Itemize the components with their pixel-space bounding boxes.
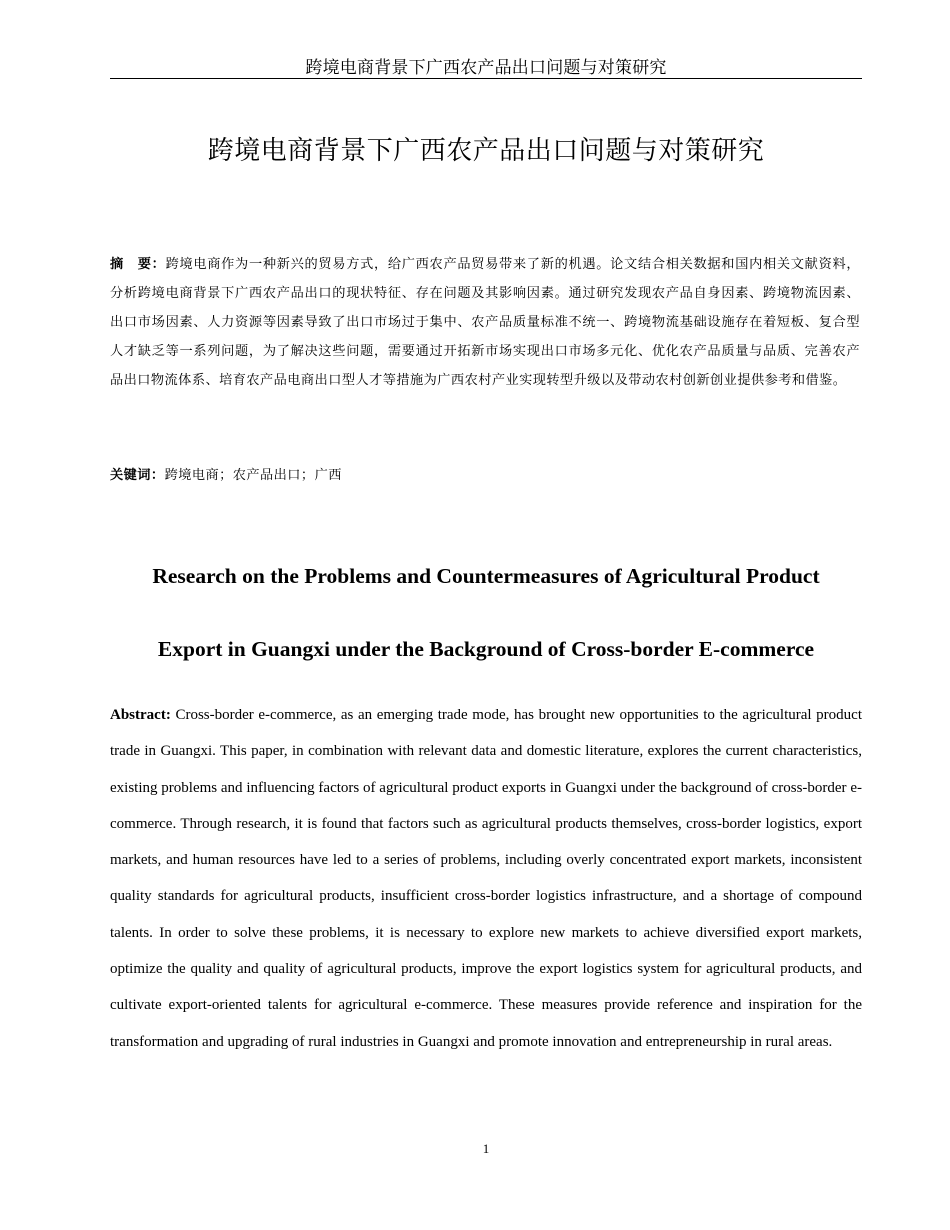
- running-header: 跨境电商背景下广西农产品出口问题与对策研究: [305, 58, 667, 78]
- chinese-abstract-text: 跨境电商作为一种新兴的贸易方式，给广西农产品贸易带来了新的机遇。论文结合相关数据和国内相关文献资料，分析跨境电商背景下广西农产品出口的现状特征、存在问题及其影响因素。通过研究发现农产品自身因素、跨境物流因素、出口市场因素、人力资源等因素导致了出口市场过于集中、农产品质量标准不统一、跨境物流基础设施存在着短板、复合型人才缺乏等一系列问题，为了解决这些问题，需要通过开拓新市场实现出口市场多元化、优化农产品质量与品质、完善农产品出口物流体系、培育农产品电商出口型人才等措施为广西农村产业实现转型升级以及带动农村创新创业提供参考和借鉴。: [110, 257, 860, 388]
- english-title: [110, 540, 862, 686]
- chinese-keywords-label: 关键词：: [110, 468, 165, 483]
- chinese-abstract-label: 摘 要：: [110, 257, 166, 272]
- english-abstract: [110, 697, 862, 1060]
- english-title-line-1: Research on the Problems and Countermeasures of Agricultural Product: [152, 564, 820, 588]
- english-title-line-2: Export in Guangxi under the Background of Cross-border E-commerce: [157, 637, 815, 661]
- header-rule: [110, 78, 862, 79]
- page-number: 1: [482, 1141, 490, 1156]
- chinese-abstract: [110, 250, 860, 395]
- chinese-keywords: [110, 462, 860, 490]
- chinese-title: 跨境电商背景下广西农产品出口问题与对策研究: [207, 136, 765, 166]
- english-abstract-text: Cross-border e-commerce, as an emerging trade mode, has brought new opportunities to the agricultural product trade in Guangxi. This paper, in combination with relevant data and domestic literature, explores the current characteristics, existing problems and influencing factors of agricultural product exports in Guangxi under the background of cross-border e-commerce. Through research, it is found that factors such as agricultural products themselves, cross-border logistics, export markets, and human resources have led to a series of problems, including overly concentrated export markets, inconsistent quality standards for agricultural products, insufficient cross-border logistics infrastructure, and a shortage of compound talents. In order to solve these problems, it is necessary to explore new markets to achieve diversified export markets, optimize the quality and quality of agricultural products, improve the export logistics system for agricultural products, and cultivate export-oriented talents for agricultural e-commerce. These measures provide reference and inspiration for the transformation and upgrading of rural industries in Guangxi and promote innovation and entrepreneurship in rural areas.: [110, 707, 862, 1050]
- english-abstract-label: Abstract:: [110, 707, 171, 723]
- chinese-keywords-text: 跨境电商；农产品出口；广西: [164, 468, 342, 483]
